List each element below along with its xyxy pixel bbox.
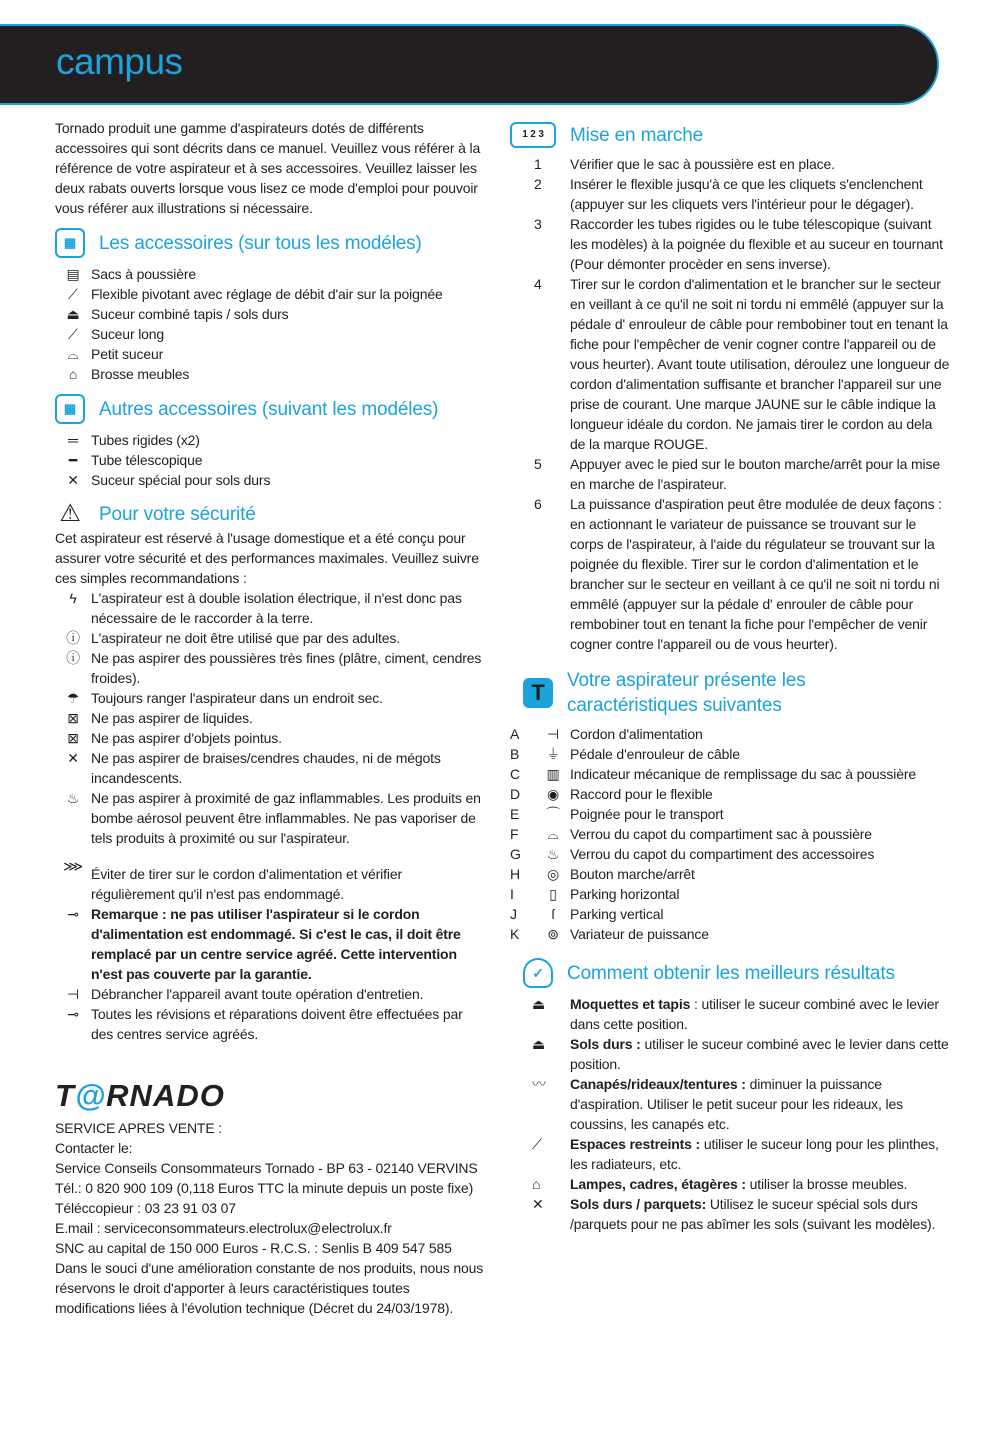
- combination-nozzle-icon: ⏏: [66, 306, 80, 322]
- left-column: [55, 118, 487, 1318]
- list-item: [55, 708, 487, 728]
- hard-floor-nozzle-icon: ✕: [532, 1196, 544, 1212]
- combination-nozzle-floor-icon: ⏏: [532, 1036, 546, 1052]
- feature-text: Cordon d'alimentation: [570, 726, 703, 742]
- list-item-text: Débrancher l'appareil avant toute opération d'entretien.: [91, 986, 424, 1002]
- list-item: [55, 904, 487, 984]
- feature-item: [510, 904, 950, 924]
- hard-floor-nozzle-icon: ✕: [67, 472, 79, 488]
- list-item-text: L'aspirateur ne doit être utilisé que par des adultes.: [91, 630, 400, 646]
- accessories-icon: ▦: [55, 228, 85, 258]
- other-accessories-heading: Autres accessoires (suivant les modéles): [99, 398, 439, 420]
- results-list: [510, 994, 950, 1234]
- feature-letter: A: [510, 726, 520, 742]
- step-text: Appuyer avec le pied sur le bouton marche/arrêt pour la mise en marche de l'aspirateur.: [570, 456, 940, 492]
- features-heading: Votre aspirateur présente les caractéristiques suivantes: [567, 670, 806, 716]
- step-item: [510, 494, 950, 654]
- list-item-text: L'aspirateur est à double isolation électrique, il n'est donc pas nécessaire de le raccorder à la terre.: [91, 590, 462, 626]
- list-item-text: Toujours ranger l'aspirateur dans un endroit sec.: [91, 690, 383, 706]
- other-accessories-icon: ▦: [55, 394, 85, 424]
- right-column: [510, 122, 950, 1234]
- list-item-text: Éviter de tirer sur le cordon d'alimentation et vérifier régulièrement qu'il n'est pas endommagé.: [91, 866, 402, 902]
- feature-text: Variateur de puissance: [570, 926, 709, 942]
- accessories-heading: Les accessoires (sur tous les modéles): [99, 232, 422, 254]
- list-item-text: Brosse meubles: [91, 366, 190, 382]
- cord-icon: ⊣: [546, 726, 560, 742]
- list-item-text: Ne pas aspirer des poussières très fines (plâtre, ciment, cendres froides).: [91, 650, 482, 686]
- hose-icon: ⟋: [68, 286, 78, 302]
- steps-icon: 1 2 3: [510, 122, 556, 148]
- feature-text: Pédale d'enrouleur de câble: [570, 746, 740, 762]
- list-item: [55, 588, 487, 628]
- result-label: Espaces restreints :: [570, 1136, 701, 1152]
- combination-nozzle-carpet-icon: ⏏: [532, 996, 546, 1012]
- list-item: [55, 1004, 487, 1044]
- list-item: [55, 324, 487, 344]
- indicator-icon: ▥: [546, 766, 560, 782]
- feature-item: [510, 884, 950, 904]
- unplug-icon: ⊣: [66, 986, 80, 1002]
- list-item-text: Tubes rigides (x2): [91, 432, 200, 448]
- start-heading: Mise en marche: [570, 124, 704, 146]
- no-sharp-objects-icon: ⊠: [67, 730, 79, 746]
- accessories-section-header: [55, 228, 487, 258]
- result-text: utiliser la brosse meubles.: [745, 1176, 908, 1192]
- list-item: [55, 264, 487, 284]
- start-section-header: [510, 122, 950, 148]
- service-line: Tél.: 0 820 900 109 (0,118 Euros TTC la minute depuis un poste fixe): [55, 1180, 474, 1196]
- feature-item: [510, 924, 950, 944]
- step-text: Insérer le flexible jusqu'à ce que les cliquets s'enclenchent (appuyer sur les cliquets vers l'intérieur pour le dégager).: [570, 176, 923, 212]
- feature-item: [510, 804, 950, 824]
- list-item: [55, 430, 487, 450]
- result-text: utiliser le suceur long pour les plinthes, les radiateurs, etc.: [570, 1136, 939, 1172]
- list-item-text: Sacs à poussière: [91, 266, 196, 282]
- feature-letter: D: [510, 786, 520, 802]
- other-accessories-list: [55, 430, 487, 490]
- service-line: Service Conseils Consommateurs Tornado - BP 63 - 02140 VERVINS: [55, 1160, 478, 1176]
- curtains-icon: 〰: [532, 1076, 546, 1092]
- feature-text: Bouton marche/arrêt: [570, 866, 695, 882]
- list-item: [55, 748, 487, 788]
- service-line: Dans le souci d'une amélioration constante de nos produits, nous nous réservons le droit d'apporter à leurs caractéristiques toutes modifications liées à l'évolution technique (Décret du 24/03/1978).: [55, 1260, 484, 1316]
- steps-list: [510, 154, 950, 654]
- result-item: [510, 1174, 950, 1194]
- result-item: [510, 1074, 950, 1134]
- result-text: utiliser le suceur combiné avec le levier dans cette position.: [570, 1036, 949, 1072]
- list-item-text: Suceur combiné tapis / sols durs: [91, 306, 289, 322]
- safety-heading: Pour votre sécurité: [99, 503, 256, 525]
- feature-letter: G: [510, 846, 521, 862]
- header-bar: [0, 24, 939, 105]
- result-label: Sols durs / parquets:: [570, 1196, 707, 1212]
- dry-place-icon: ☂: [66, 690, 80, 706]
- list-item-text: Ne pas aspirer de liquides.: [91, 710, 253, 726]
- list-item: [55, 688, 487, 708]
- tornado-logo: T@RNADO: [55, 1078, 225, 1113]
- plug-icon: ⊸: [67, 906, 79, 922]
- service-email[interactable]: E.mail : serviceconsommateurs.electrolux@electrolux.fr: [55, 1220, 392, 1236]
- safety-list: [55, 588, 487, 1044]
- rigid-tubes-icon: ═: [68, 432, 78, 448]
- service-line: Contacter le:: [55, 1140, 133, 1156]
- feature-text: Indicateur mécanique de remplissage du sac à poussière: [570, 766, 916, 782]
- results-heading: Comment obtenir les meilleurs résultats: [567, 962, 895, 984]
- step-number: 2: [534, 176, 542, 192]
- results-section-header: [510, 958, 950, 988]
- step-text: Vérifier que le sac à poussière est en place.: [570, 156, 835, 172]
- safety-section-header: [55, 500, 487, 528]
- crevice-tool-icon: ⟋: [68, 326, 78, 342]
- result-item: [510, 1134, 950, 1174]
- list-item-text: Flexible pivotant avec réglage de débit d'air sur la poignée: [91, 286, 443, 302]
- list-item-text: Tube télescopique: [91, 452, 203, 468]
- feature-item: [510, 764, 950, 784]
- telescopic-tube-icon: ━: [68, 452, 78, 468]
- crevice-tool-icon: ⟋: [532, 1136, 542, 1152]
- feature-text: Poignée pour le transport: [570, 806, 724, 822]
- feature-letter: K: [510, 926, 520, 942]
- list-item-text: Petit suceur: [91, 346, 164, 362]
- service-line: Téléccopieur : 03 23 91 03 07: [55, 1200, 236, 1216]
- feature-item: [510, 824, 950, 844]
- handle-icon: ⌒: [546, 806, 560, 822]
- list-item-text: Toutes les révisions et réparations doivent être effectuées par des centres service agréés.: [91, 1006, 463, 1042]
- step-item: [510, 454, 950, 494]
- feature-text: Parking horizontal: [570, 886, 680, 902]
- caution-icon: ⓘ: [66, 650, 80, 666]
- result-label: Lampes, cadres, étagères :: [570, 1176, 746, 1192]
- step-text: Tirer sur le cordon d'alimentation et le brancher sur le secteur en veillant à ce qu'il ne soit ni tordu ni emmêlé (appuyer sur la pédale d' enrouleur de câble pour rembobiner tout en tenant la fiche pour l'empêcher de venir cogner contre l'appareil ou de vous heurter). Avant toute utilisation, déroulez une longueur de cordon d'alimentation suffisante et brancher l'appareil sur une prise de courant. Une marque JAUNE sur le câble indique la longueur idéale du cordon. Ne jamais tirer le cordon au dela de la marque ROUGE.: [570, 276, 950, 452]
- page-title: campus: [56, 41, 183, 82]
- features-section-header: [510, 668, 950, 718]
- double-insulation-icon: ϟ: [69, 590, 77, 606]
- feature-text: Verrou du capot du compartiment sac à poussière: [570, 826, 872, 842]
- dusting-brush-icon: ⌂: [68, 366, 78, 382]
- power-dial-icon: ⊚: [547, 926, 559, 942]
- feature-letter: J: [510, 906, 517, 922]
- no-liquids-icon: ⊠: [67, 710, 79, 726]
- list-item-text: Ne pas aspirer d'objets pointus.: [91, 730, 282, 746]
- warning-icon: ⚠: [59, 500, 81, 527]
- list-item: [55, 728, 487, 748]
- list-item-text: Suceur spécial pour sols durs: [91, 472, 271, 488]
- no-embers-icon: ✕: [67, 750, 79, 766]
- horizontal-parking-icon: ▯: [549, 886, 557, 902]
- list-item-text: Ne pas aspirer à proximité de gaz inflammables. Les produits en bombe aérosol peuvent être inflammables. Ne pas vaporiser de tels produits à proximité ou sur l'aspirateur.: [91, 790, 481, 846]
- list-item: [55, 364, 487, 384]
- service-line: SNC au capital de 150 000 Euros - R.C.S. : Senlis B 409 547 585: [55, 1240, 452, 1256]
- list-item-text: Remarque : ne pas utiliser l'aspirateur si le cordon d'alimentation est endommagé. Si c'est le cas, il doit être remplacé par un centre service agréé. Cette intervention n'est pas couverte par la garantie.: [91, 906, 461, 982]
- step-number: 3: [534, 216, 542, 232]
- caution-icon: ⓘ: [66, 630, 80, 646]
- feature-letter: C: [510, 766, 520, 782]
- step-text: La puissance d'aspiration peut être modulée de deux façons : en actionnant le variateur de puissance se trouvant sur le corps de l'aspirateur, à l'aide du régulateur se trouvant sur la poignée du flexible. Tirer sur le cordon d'alimentation et le brancher sur le secteur en veillant à ce qu'il ne soit ni tordu ni emmêlé (appuyer sur la pédale d' enrouler de câble pour rembobiner tout en tenant la fiche pour l'empêcher de venir cogner contre l'appareil ou de vous heurter).: [570, 496, 942, 652]
- vertical-parking-icon: ſ: [551, 906, 555, 922]
- feature-letter: E: [510, 806, 520, 822]
- step-number: 6: [534, 496, 542, 512]
- feature-letter: B: [510, 746, 520, 762]
- service-line: SERVICE APRES VENTE :: [55, 1120, 222, 1136]
- result-label: Moquettes et tapis: [570, 996, 691, 1012]
- small-nozzle-icon: ⌓: [67, 346, 79, 362]
- step-number: 4: [534, 276, 542, 292]
- list-item: [55, 856, 487, 904]
- list-item: [55, 628, 487, 648]
- result-item: [510, 1194, 950, 1234]
- step-item: [510, 154, 950, 174]
- result-label: Canapés/rideaux/tentures :: [570, 1076, 746, 1092]
- cord-icon: ⋙: [63, 858, 83, 874]
- feature-letter: F: [510, 826, 519, 842]
- feature-letter: H: [510, 866, 520, 882]
- other-accessories-section-header: [55, 394, 487, 424]
- feature-item: [510, 784, 950, 804]
- list-item: [55, 284, 487, 304]
- step-text: Raccorder les tubes rigides ou le tube télescopique (suivant les modèles) à la poignée du flexible et au suceur en tournant (Pour démonter procèder en sens inverse).: [570, 216, 943, 272]
- list-item: [55, 304, 487, 324]
- service-info: [55, 1118, 487, 1318]
- hose-connector-icon: ◉: [546, 786, 560, 802]
- step-item: [510, 214, 950, 274]
- dust-bag-icon: ▤: [66, 266, 80, 282]
- service-icon: ⊸: [67, 1006, 79, 1022]
- features-list: [510, 724, 950, 944]
- intro-text: Tornado produit une gamme d'aspirateurs dotés de différents accessoires qui sont décrits dans ce manuel. Veuillez vous référer à la référence de votre aspirateur et à ses accessoires. Veuillez laisser les deux rabats ouverts lorsque vous lisez ce mode d'emploi pour pouvoir vous référer aux illustrations si nécessaire.: [55, 120, 481, 216]
- pedal-icon: ⏚: [546, 746, 560, 762]
- bag-lock-icon: ⌓: [547, 826, 559, 842]
- result-item: [510, 994, 950, 1034]
- step-item: [510, 274, 950, 454]
- feature-letter: I: [510, 886, 514, 902]
- result-text: diminuer la puissance d'aspiration. Utiliser le petit suceur pour les rideaux, les coussins, les canapés etc.: [570, 1076, 903, 1132]
- list-item: [55, 984, 487, 1004]
- results-icon: ✓: [523, 958, 553, 988]
- accessory-lock-icon: ♨: [546, 846, 560, 862]
- features-icon: T: [523, 678, 553, 708]
- list-item-text: Suceur long: [91, 326, 165, 342]
- flammable-icon: ♨: [66, 790, 80, 806]
- feature-text: Raccord pour le flexible: [570, 786, 713, 802]
- list-item: [55, 648, 487, 688]
- list-item: [55, 344, 487, 364]
- lamp-icon: ⌂: [532, 1176, 541, 1192]
- step-number: 1: [534, 156, 542, 172]
- result-item: [510, 1034, 950, 1074]
- step-number: 5: [534, 456, 542, 472]
- feature-item: [510, 744, 950, 764]
- feature-item: [510, 844, 950, 864]
- list-item: [55, 450, 487, 470]
- result-text: Utilisez le suceur spécial sols durs /parquets pour ne pas abîmer les sols (suivant les modèles).: [570, 1196, 936, 1232]
- feature-text: Verrou du capot du compartiment des accessoires: [570, 846, 875, 862]
- list-item-text: Ne pas aspirer de braises/cendres chaudes, ni de mégots incandescents.: [91, 750, 441, 786]
- feature-item: [510, 724, 950, 744]
- feature-text: Parking vertical: [570, 906, 664, 922]
- step-item: [510, 174, 950, 214]
- list-item: [55, 788, 487, 848]
- safety-intro: Cet aspirateur est réservé à l'usage domestique et a été conçu pour assurer votre sécurité et des performances maximales. Veuillez suivre ces simples recommandations :: [55, 530, 479, 586]
- result-text: : utiliser le suceur combiné avec le levier dans cette position.: [570, 996, 939, 1032]
- accessories-list: [55, 264, 487, 384]
- list-item: [55, 470, 487, 490]
- feature-item: [510, 864, 950, 884]
- result-label: Sols durs :: [570, 1036, 641, 1052]
- power-button-icon: ◎: [546, 866, 560, 882]
